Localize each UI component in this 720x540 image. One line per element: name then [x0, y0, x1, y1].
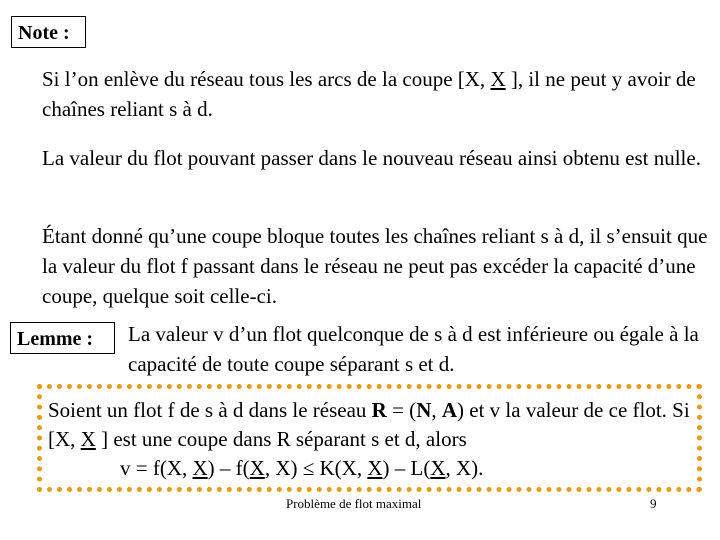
paragraph-null-flow: La valeur du flot pouvant passer dans le nouveau réseau ainsi obtenu est nulle. — [42, 146, 701, 170]
formula-xbar-2: X — [249, 456, 265, 480]
formula-part-1: v = f(X, — [120, 456, 193, 480]
theorem-text-5: ] est une coupe dans R séparant s et d, alors — [95, 427, 467, 451]
theorem-xbar-1: X — [80, 427, 96, 451]
p1-text-a: Si l’on enlève du réseau tous les arcs de la coupe [X, — [42, 67, 491, 91]
paragraph-cut-bound: Étant donné qu’une coupe bloque toutes les chaînes reliant s à d, il s’ensuit que la valeur du flot f passant dans le réseau ne peut pas excéder la capacité d’une coupe, quelque soit celle-ci. — [42, 224, 708, 308]
formula-part-5: , X). — [445, 456, 484, 480]
p1-xbar: X — [490, 67, 506, 91]
note-label: Note : — [11, 16, 86, 48]
formula-part-3: , X) ≤ K(X, — [264, 456, 368, 480]
formula-part-2: ) – f( — [207, 456, 250, 480]
lemme-label: Lemme : — [10, 322, 115, 354]
theorem-bold-A: A — [441, 398, 458, 422]
formula-xbar-4: X — [430, 456, 446, 480]
footer-title: Problème de flot maximal — [286, 496, 422, 511]
formula-xbar-1: X — [192, 456, 208, 480]
theorem-bold-N: N — [416, 398, 432, 422]
theorem-text-1: Soient un flot f de s à d dans le réseau — [48, 398, 372, 422]
lemme-statement: La valeur v d’un flot quelconque de s à d est inférieure ou égale à la capacité de toute coupe séparant s et d. — [128, 322, 699, 376]
theorem-text-3: , — [431, 398, 442, 422]
theorem-text-2: = ( — [386, 398, 417, 422]
theorem-text-4: ) et v la valeur de ce flot. Si [X, — [48, 398, 690, 451]
formula-xbar-3: X — [367, 456, 383, 480]
paragraph-cut-removal — [42, 64, 712, 124]
formula-part-4: ) – L( — [382, 456, 431, 480]
p1-text-b: ], il ne peut y avoir de chaînes reliant s à d. — [42, 67, 696, 121]
page-number: 9 — [650, 496, 657, 511]
theorem-bold-R: R — [371, 398, 387, 422]
theorem-statement — [48, 396, 708, 483]
